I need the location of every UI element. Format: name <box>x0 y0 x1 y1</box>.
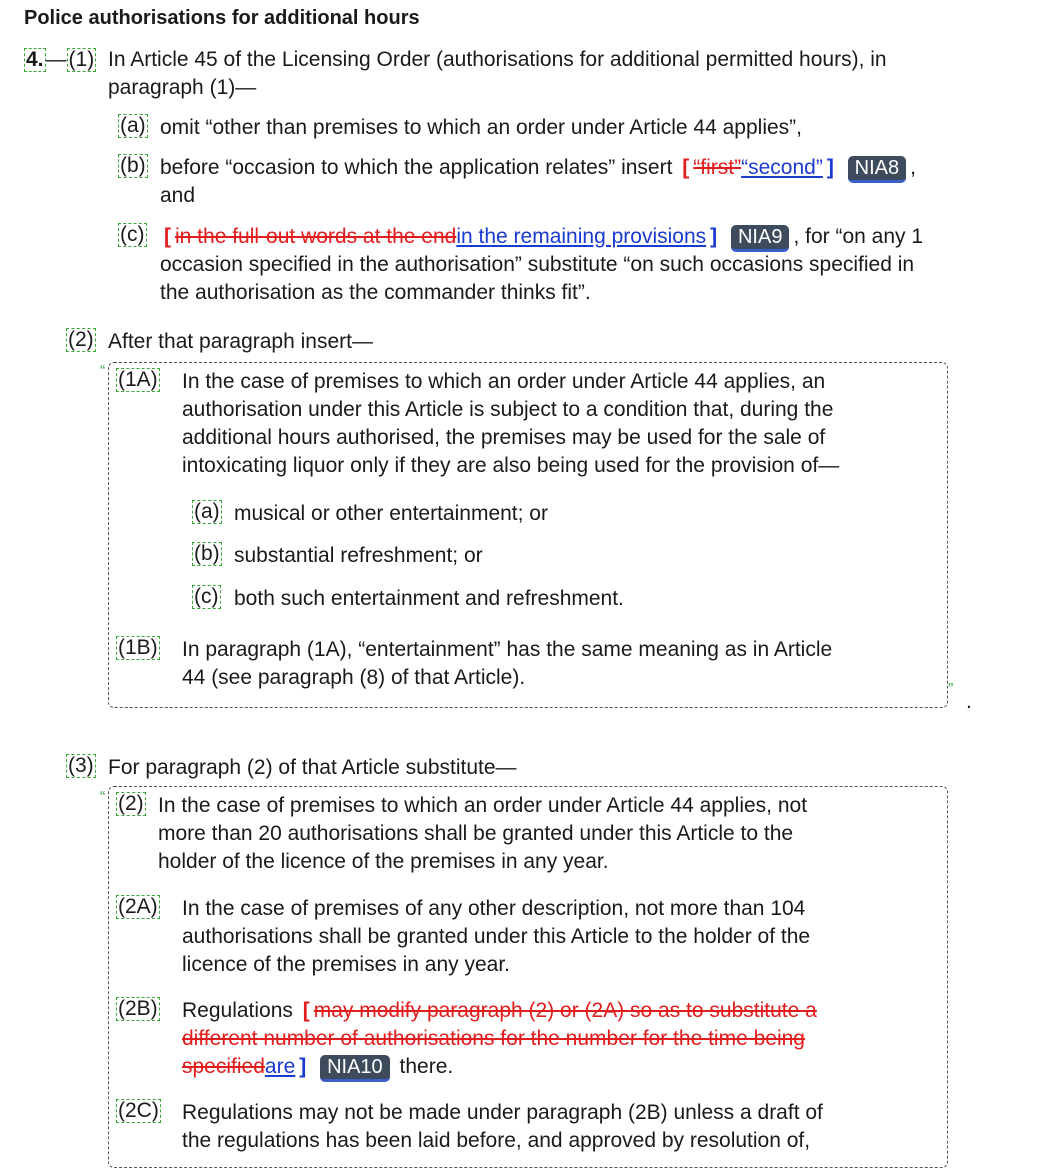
paragraph-label[interactable]: (b) <box>194 542 220 565</box>
amendment-open-bracket: [ <box>682 156 690 179</box>
inserted-text-link[interactable]: “second” <box>741 156 823 179</box>
paragraph-label[interactable]: (2B) <box>118 997 158 1020</box>
quoted-provision-1A: (1A) In the case of premises to which an order under Article 44 applies, an authorisation under this Article is subject to a condition that, during the additional hours authorised, the premises may be used for the sale of intoxicating liquor only if they are also being used for the provision of— <box>118 368 840 477</box>
paragraph-label[interactable]: (a) <box>120 114 146 137</box>
quoted-provision-1B: (1B) In paragraph (1A), “entertainment” has the same meaning as in Article 44 (see paragraph (8) of that Article). <box>118 636 833 689</box>
amendment-open-bracket: [ <box>164 225 171 248</box>
paragraph-label[interactable]: (a) <box>194 500 220 523</box>
annotation-badge[interactable]: NIA10 <box>320 1055 390 1082</box>
provision-4-1-a: (a) omit “other than premises to which an order under Article 44 applies”, <box>120 114 802 139</box>
quoted-provision-2: (2) In the case of premises to which an order under Article 44 applies, not more than 20 authorisations shall be granted under this Article to the holder of the licence of the premises in any year. <box>118 792 808 873</box>
inserted-text-link[interactable]: are <box>264 1055 296 1078</box>
provision-4-1-b: (b) before “occasion to which the application relates” insert [ “first”“second” ] NIA8 , and <box>120 154 916 207</box>
quoted-provision-1A-c: (c) both such entertainment and refreshment. <box>194 585 624 610</box>
amendment-open-bracket: [ <box>302 999 310 1022</box>
quoted-provision-2B: (2B) Regulations [ may modify paragraph (2) or (2A) so as to substitute a different number of authorisations for the number for the time being specifiedare ] NIA10 there. <box>116 997 936 1087</box>
repealed-text: in the full-out words at the end <box>175 225 457 248</box>
paragraph-label[interactable]: (2A) <box>118 895 158 918</box>
paragraph-label[interactable]: (1B) <box>118 636 158 659</box>
quoted-provision-2C: (2C) Regulations may not be made under paragraph (2B) unless a draft of the regulations has been laid before, and approved by resolution of, <box>118 1099 823 1152</box>
quoted-provision-2A: (2A) In the case of premises of any other description, not more than 104 authorisations shall be granted under this Article to the holder of the licence of the premises in any year. <box>118 895 811 976</box>
close-quote-mark: ” <box>948 681 954 698</box>
repealed-text: “first” <box>693 156 742 179</box>
paragraph-label[interactable]: (2C) <box>118 1099 159 1122</box>
annotation-badge[interactable]: NIA8 <box>848 156 906 183</box>
section-heading: Police authorisations for additional hours <box>24 7 420 29</box>
subsection-label[interactable]: (1) <box>68 48 95 71</box>
repealed-text: may modify paragraph (2) or (2A) so as to substitute a <box>313 999 817 1022</box>
quoted-provision-1A-a: (a) musical or other entertainment; or <box>194 500 548 525</box>
repealed-text: specified <box>182 1055 265 1078</box>
provision-text: In Article 45 of the Licensing Order (authorisations for additional permitted hours), in <box>108 48 887 71</box>
amendment-close-bracket: ] <box>299 1055 307 1078</box>
paragraph-label[interactable]: (c) <box>194 585 219 608</box>
annotation-badge[interactable]: NIA9 <box>731 225 789 252</box>
paragraph-label[interactable]: (2) <box>118 792 144 815</box>
open-quote-mark: “ <box>100 363 106 380</box>
paragraph-label[interactable]: (1A) <box>118 368 158 391</box>
provision-4-3: (3) For paragraph (2) of that Article substitute— <box>68 754 517 779</box>
subsection-label[interactable]: (2) <box>68 328 94 351</box>
provision-4-2: (2) After that paragraph insert— <box>68 328 373 353</box>
provision-4-1: 4.—(1) In Article 45 of the Licensing Order (authorisations for additional permitted hours), in paragraph (1)— <box>24 46 1034 106</box>
section-number[interactable]: 4. <box>26 48 44 71</box>
paragraph-label[interactable]: (b) <box>120 154 146 177</box>
subsection-label[interactable]: (3) <box>68 754 94 777</box>
provision-text: paragraph (1)— <box>108 76 257 99</box>
inserted-text-link[interactable]: in the remaining provisions <box>456 225 707 248</box>
paragraph-label[interactable]: (c) <box>120 223 145 246</box>
amendment-close-bracket: ] <box>710 225 718 248</box>
quoted-provision-1A-b: (b) substantial refreshment; or <box>194 542 483 567</box>
open-quote-mark: “ <box>100 789 106 806</box>
amendment-close-bracket: ] <box>826 156 834 179</box>
provision-4-1-c: (c) [ in the full-out words at the endin the remaining provisions ] NIA9 , for “on any 1 occasion specified in the authorisation” substitute “on such occasions specified in the authorisation as the commander thinks fit”. <box>120 223 924 304</box>
repealed-text: different number of authorisations for the number for the time being <box>182 1027 805 1050</box>
